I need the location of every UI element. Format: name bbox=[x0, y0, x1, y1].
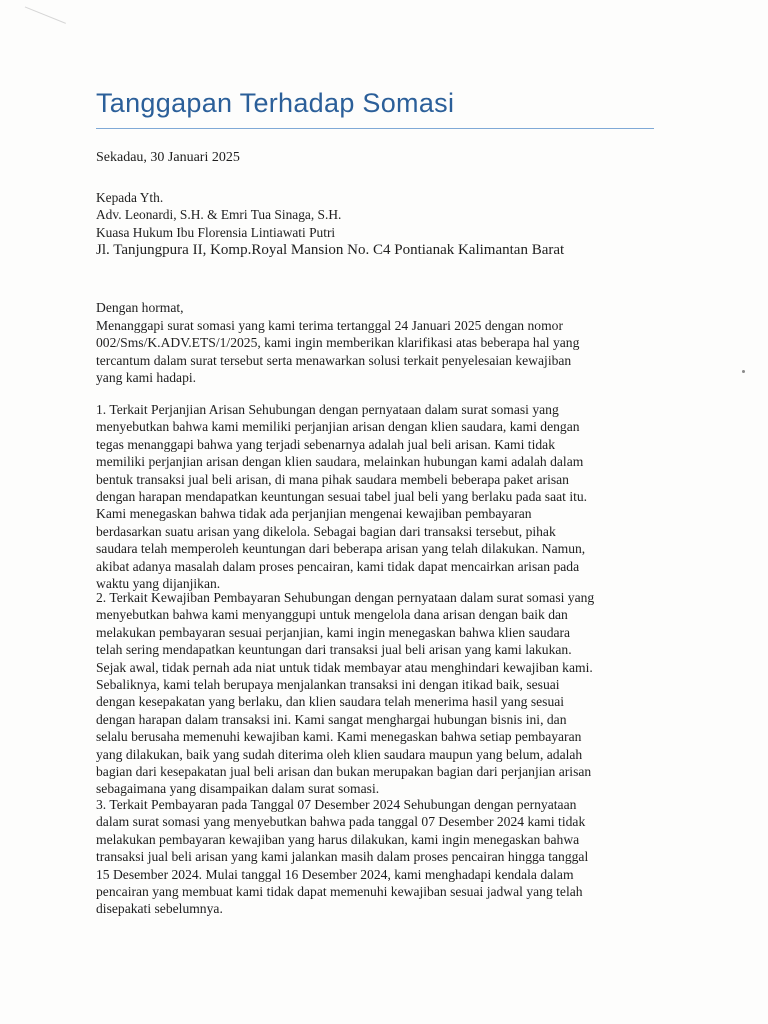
paragraph-line: bentuk transaksi jual beli arisan, di mana pihak saudara membeli beberapa paket arisan bbox=[96, 471, 569, 487]
paragraph-line: dalam surat somasi yang menyebutkan bahwa pada tanggal 07 Desember 2024 kami tidak bbox=[96, 814, 586, 830]
paragraph-pembayaran-desember bbox=[96, 796, 656, 918]
paragraph-line: Kami menegaskan bahwa tidak ada perjanjian mengenai kewajiban pembayaran bbox=[96, 506, 532, 522]
intro-line: yang kami hadapi. bbox=[96, 370, 197, 386]
paragraph-line: saudara telah memperoleh keuntungan dari beberapa arisan yang telah dilakukan. Namun, bbox=[96, 541, 586, 557]
paragraph-line: menyebutkan bahwa kami memiliki perjanjian arisan dengan klien saudara, kami dengan bbox=[96, 419, 580, 435]
paragraph-line: Sejak awal, tidak pernah ada niat untuk tidak membayar atau menghindari kewajiban kami. bbox=[96, 659, 593, 675]
paragraph-line: berdasarkan suatu arisan yang dikelola. Sebagai bagian dari transaksi tersebut, pihak bbox=[96, 523, 556, 539]
paragraph-line: dengan harapan dalam transaksi ini. Kami sangat menghargai hubungan bisnis ini, dan bbox=[96, 711, 567, 727]
paragraph-line: 15 Desember 2024. Mulai tanggal 16 Desember 2024, kami menghadapi kendala dalam bbox=[96, 866, 574, 882]
paragraph-line: selalu berusaha memenuhi kewajiban kami. Kami menegaskan bahwa setiap pembayaran bbox=[96, 729, 582, 745]
paragraph-perjanjian-arisan bbox=[96, 401, 656, 592]
scan-speck bbox=[742, 370, 745, 373]
paragraph-line: yang dilakukan, baik yang sudah diterima oleh klien saudara maupun yang belum, adalah bbox=[96, 746, 583, 762]
paragraph-line: memiliki perjanjian arisan dengan klien saudara, melainkan hubungan kami adalah dalam bbox=[96, 454, 584, 470]
paragraph-line: tegas menanggapi bahwa yang terjadi sebenarnya adalah jual beli arisan. Kami tidak bbox=[96, 436, 555, 452]
paragraph-line: waktu yang dijanjikan. bbox=[96, 576, 221, 592]
paragraph-line: 3. Terkait Pembayaran pada Tanggal 07 Desember 2024 Sehubungan dengan pernyataan bbox=[96, 797, 577, 812]
paragraph-kewajiban-pembayaran bbox=[96, 589, 656, 798]
document-title: Tanggapan Terhadap Somasi bbox=[96, 88, 455, 118]
greeting: Dengan hormat, bbox=[96, 300, 184, 315]
paragraph-line: 2. Terkait Kewajiban Pembayaran Sehubungan dengan pernyataan dalam surat somasi yang bbox=[96, 590, 595, 605]
paragraph-line: sebagaimana yang disampaikan dalam surat somasi. bbox=[96, 781, 380, 797]
recipient-role: Kuasa Hukum Ibu Florensia Lintiawati Putri bbox=[96, 224, 336, 240]
paragraph-line: Sebaliknya, kami telah berupaya menjalankan transaksi ini dengan itikad baik, sesuai bbox=[96, 677, 560, 693]
intro-line: Menanggapi surat somasi yang kami terima tertanggal 24 Januari 2025 dengan nomor bbox=[96, 318, 563, 333]
paragraph-line: dengan kesepakatan yang berlaku, dan klien saudara telah menerima hasil yang sesuai bbox=[96, 694, 565, 710]
paragraph-line: telah sering mendapatkan keuntungan dari transaksi jual beli arisan yang kami lakukan. bbox=[96, 642, 572, 658]
recipient-salutation: Kepada Yth. bbox=[96, 190, 164, 205]
paragraph-line: transaksi jual beli arisan yang kami jalankan masih dalam proses pencairan hingga tanggal bbox=[96, 849, 589, 865]
paragraph-line: disepakati sebelumnya. bbox=[96, 901, 223, 917]
title-underline bbox=[96, 128, 654, 129]
recipient-block bbox=[96, 189, 564, 259]
scan-artifact bbox=[18, 6, 66, 40]
intro-paragraph bbox=[96, 317, 656, 387]
paragraph-line: dengan harapan mendapatkan keuntungan sesuai tabel jual beli yang berlaku pada saat itu. bbox=[96, 489, 588, 505]
paragraph-line: melakukan pembayaran kewajiban yang harus dilakukan, kami ingin menegaskan bahwa bbox=[96, 831, 580, 847]
paragraph-line: pencairan yang membuat kami tidak dapat memenuhi kewajiban sesuai jadwal yang telah bbox=[96, 884, 583, 900]
paragraph-line: bagian dari kesepakatan jual beli arisan dan bukan merupakan bagian dari perjanjian arisan bbox=[96, 764, 592, 780]
intro-line: tercantum dalam surat tersebut serta menawarkan solusi terkait penyelesaian kewajiban bbox=[96, 352, 572, 368]
paragraph-line: 1. Terkait Perjanjian Arisan Sehubungan dengan pernyataan dalam surat somasi yang bbox=[96, 402, 559, 417]
paragraph-line: akibat adanya masalah dalam proses pencairan, kami tidak dapat mencairkan arisan pada bbox=[96, 558, 580, 574]
recipient-names: Adv. Leonardi, S.H. & Emri Tua Sinaga, S.H. bbox=[96, 207, 342, 223]
intro-line: 002/Sms/K.ADV.ETS/1/2025, kami ingin memberikan klarifikasi atas beberapa hal yang bbox=[96, 335, 580, 351]
recipient-address: Jl. Tanjungpura II, Komp.Royal Mansion No. C4 Pontianak Kalimantan Barat bbox=[96, 242, 565, 259]
place-date: Sekadau, 30 Januari 2025 bbox=[96, 150, 240, 165]
paragraph-line: melakukan pembayaran sesuai perjanjian, kami ingin menegaskan bahwa klien saudara bbox=[96, 624, 571, 640]
paragraph-line: menyebutkan bahwa kami menyanggupi untuk mengelola dana arisan dengan baik dan bbox=[96, 607, 568, 623]
